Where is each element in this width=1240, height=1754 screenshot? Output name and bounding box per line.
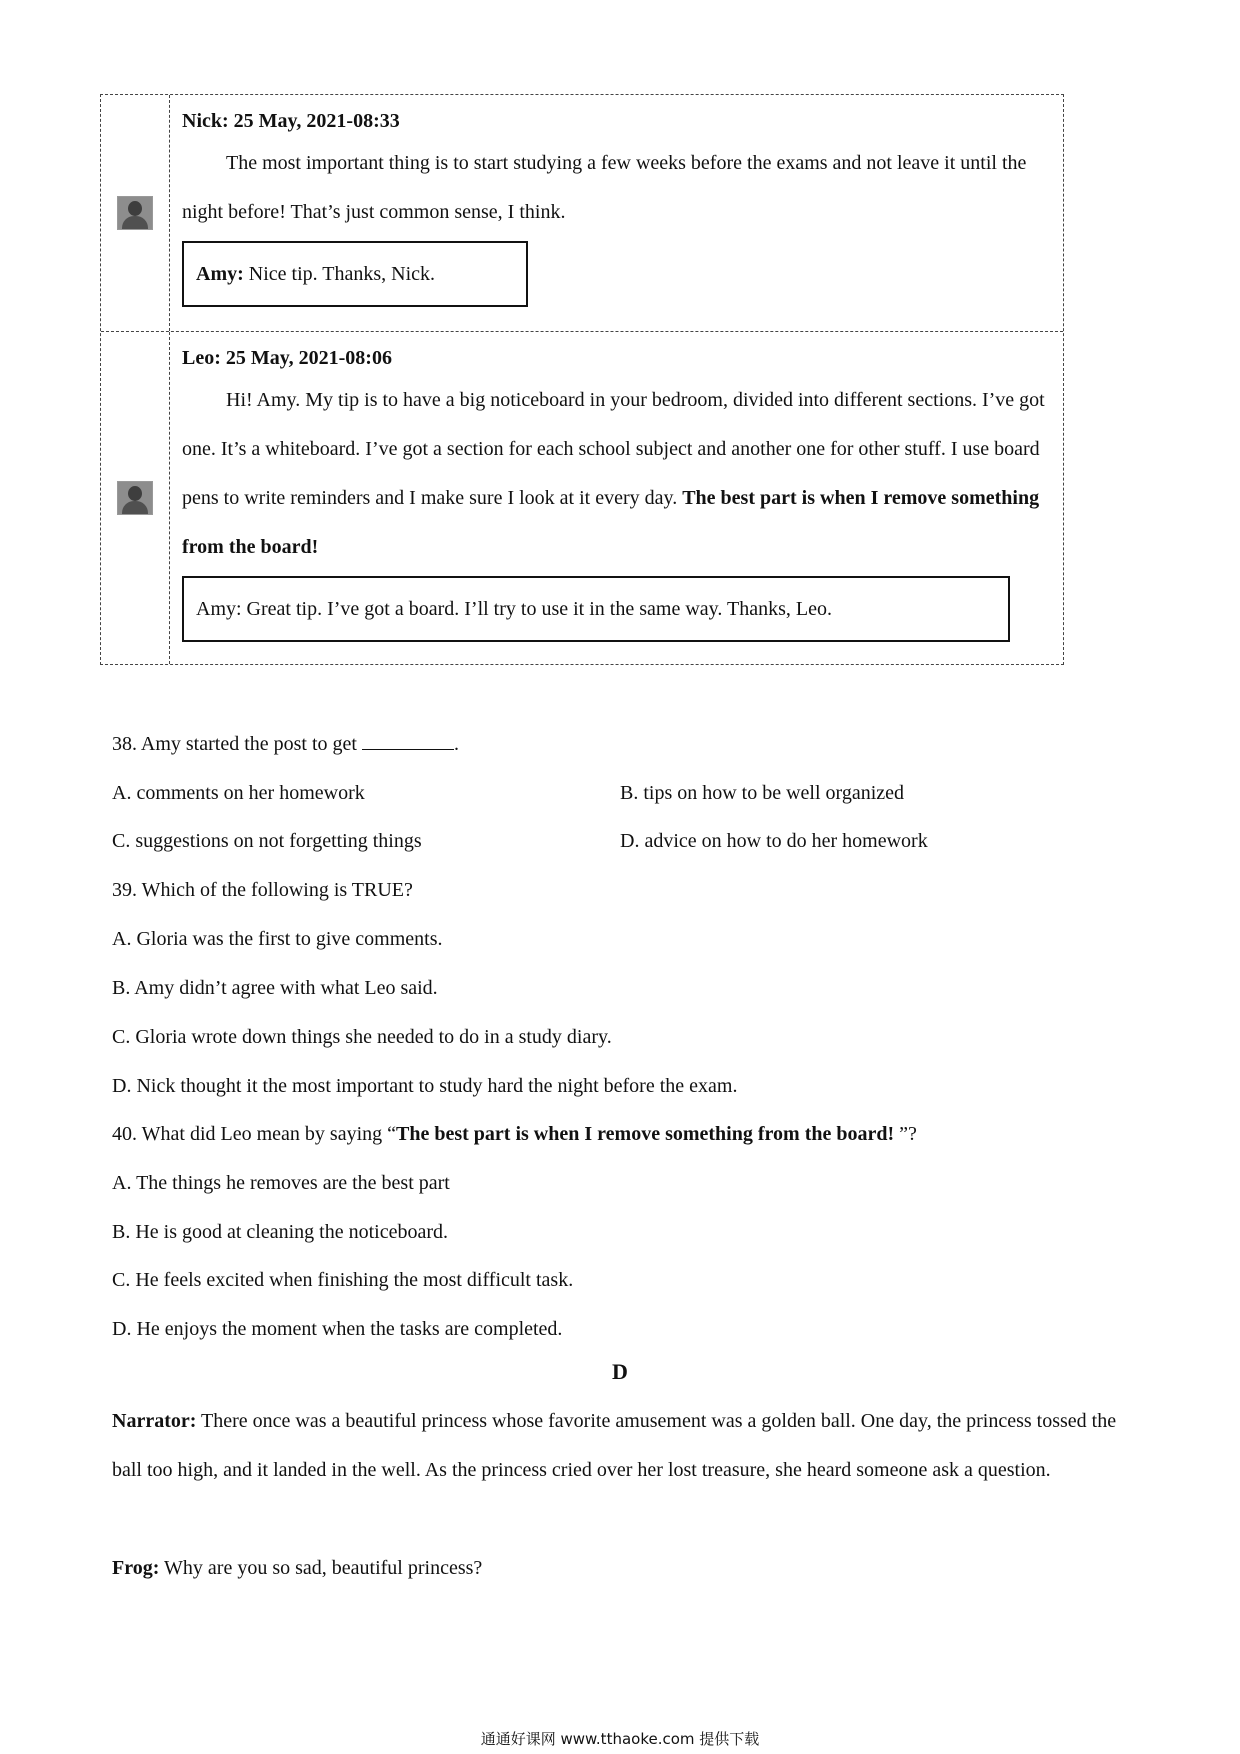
post-body-bold: The best part is when I remove something from the board! — [182, 487, 1040, 558]
post-body — [182, 376, 1053, 572]
option-38-c: C. suggestions on not forgetting things — [112, 830, 422, 852]
question-stem-bold: The best part is when I remove something from the board! — [396, 1123, 895, 1145]
option-38-d: D. advice on how to do her homework — [620, 830, 928, 852]
post-content — [170, 95, 1063, 331]
option-39-c: C. Gloria wrote down things she needed to do in a study diary. — [112, 1026, 612, 1048]
post-leo — [101, 332, 1063, 664]
question-stem: 38. Amy started the post to get — [112, 733, 362, 755]
reply-text: Nice tip. Thanks, Nick. — [243, 263, 436, 285]
option-38-b: B. tips on how to be well organized — [620, 782, 905, 804]
comment-table — [100, 94, 1064, 665]
option-40-a: A. The things he removes are the best part — [112, 1172, 450, 1194]
reply-box — [182, 576, 1010, 642]
speaker-label: Narrator: — [112, 1410, 197, 1432]
reply-text: Amy: Great tip. I’ve got a board. I’ll try to use it in the same way. Thanks, Leo. — [196, 598, 832, 620]
speaker-label: Frog: — [112, 1557, 160, 1579]
option-39-b: B. Amy didn’t agree with what Leo said. — [112, 977, 438, 999]
reply-box — [182, 241, 528, 307]
section-heading: D — [612, 1359, 628, 1384]
page-footer: 通通好课网 www.tthaoke.com 提供下载 — [480, 1730, 760, 1748]
question-40 — [112, 1120, 917, 1148]
question-stem-end: . — [453, 733, 459, 755]
option-40-d: D. He enjoys the moment when the tasks are completed. — [112, 1318, 563, 1340]
question-stem-end: ”? — [894, 1123, 917, 1145]
avatar-icon — [117, 196, 153, 230]
frog-text: Why are you so sad, beautiful princess? — [159, 1557, 483, 1579]
narrator-text: There once was a beautiful princess whose favorite amusement was a golden ball. One day, the princess tossed the ball too high, and it landed in the well. As the princess cried over her lost treasure, she heard someone ask a question. — [112, 1410, 1117, 1481]
avatar-cell — [101, 332, 170, 664]
post-body: The most important thing is to start studying a few weeks before the exams and not leave it until the night before! That’s just common sense, I think. — [182, 152, 1027, 223]
avatar-icon — [117, 481, 153, 515]
narrator-paragraph — [112, 1397, 1142, 1495]
question-38 — [112, 730, 459, 758]
question-stem: 40. What did Leo mean by saying “ — [112, 1123, 397, 1145]
option-38-a: A. comments on her homework — [112, 782, 365, 804]
answer-blank — [362, 731, 454, 750]
option-39-a: A. Gloria was the first to give comments. — [112, 928, 443, 950]
question-39: 39. Which of the following is TRUE? — [112, 879, 413, 901]
avatar-cell — [101, 95, 170, 331]
post-header: Nick: 25 May, 2021-08:33 — [182, 110, 400, 132]
option-40-c: C. He feels excited when finishing the most difficult task. — [112, 1269, 574, 1291]
option-40-b: B. He is good at cleaning the noticeboard. — [112, 1221, 449, 1243]
reply-author: Amy: — [196, 263, 244, 285]
option-39-d: D. Nick thought it the most important to study hard the night before the exam. — [112, 1075, 738, 1097]
frog-paragraph — [112, 1544, 1142, 1593]
post-nick — [101, 95, 1063, 332]
post-content — [170, 332, 1063, 664]
post-header: Leo: 25 May, 2021-08:06 — [182, 347, 392, 369]
post-body-text: Hi! Amy. My tip is to have a big noticeboard in your bedroom, divided into different sections. I’ve got one. It’s a whiteboard. I’ve got a section for each school subject and another one for other stuff. I use board pens to write reminders and I make sure I look at it every day. — [182, 389, 1045, 509]
